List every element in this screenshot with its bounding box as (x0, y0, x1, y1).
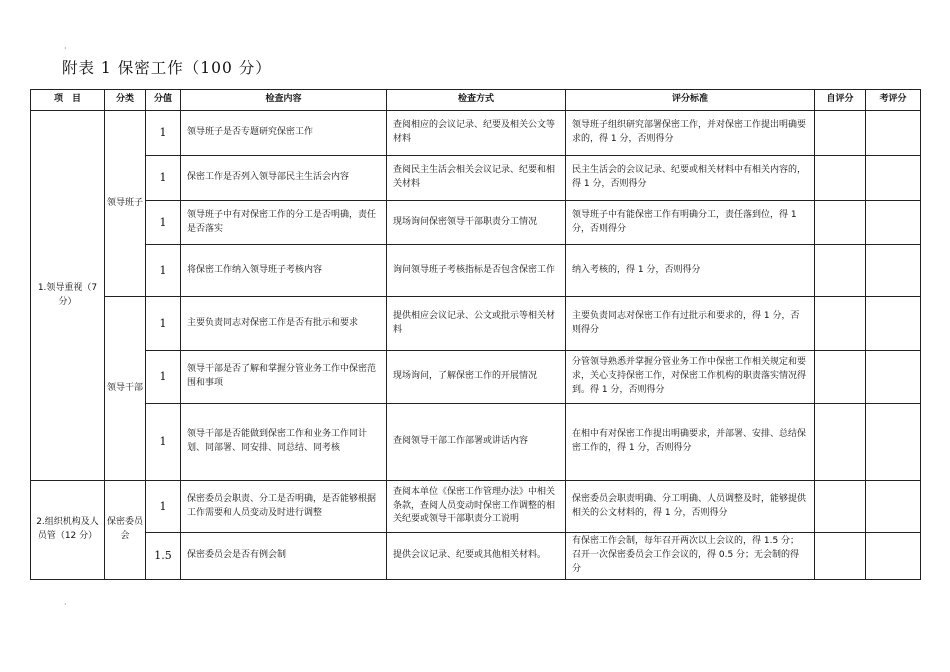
content-cell: 保密委员会是否有例会制 (181, 533, 387, 580)
score-cell: 1 (146, 404, 181, 481)
category-leading-cadres: 领导干部 (105, 297, 146, 481)
content-cell: 主要负责同志对保密工作是否有批示和要求 (181, 297, 387, 351)
table-row (31, 245, 921, 297)
review-score-cell (866, 533, 921, 580)
table-row (31, 533, 921, 580)
standard-cell: 领导班子中有能保密工作有明确分工，责任落到位，得 1 分，否则得分 (566, 201, 815, 245)
self-score-cell (815, 297, 866, 351)
header-item: 项 目 (31, 90, 105, 111)
category-committee: 保密委员会 (105, 481, 146, 580)
header-review-score: 考评分 (866, 90, 921, 111)
item-leadership: 1.领导重视（7 分） (31, 111, 105, 481)
page-mark-top: · (64, 44, 67, 53)
header-content: 检查内容 (181, 90, 387, 111)
header-score: 分值 (146, 90, 181, 111)
review-score-cell (866, 201, 921, 245)
table-row (31, 297, 921, 351)
table-row (31, 111, 921, 156)
table-row (31, 201, 921, 245)
standard-cell: 有保密工作会制，每年召开两次以上会议的，得 1.5 分；召开一次保密委员会工作会议的，得 0.5 分；无会制的得分 (566, 533, 815, 580)
content-cell: 保密委员会职责、分工是否明确，是否能够根据工作需要和人员变动及时进行调整 (181, 481, 387, 533)
review-score-cell (866, 481, 921, 533)
content-cell: 领导班子中有对保密工作的分工是否明确，责任是否落实 (181, 201, 387, 245)
category-leading-group: 领导班子 (105, 111, 146, 297)
self-score-cell (815, 481, 866, 533)
standard-cell: 领导班子组织研究部署保密工作，并对保密工作提出明确要求的，得 1 分，否则得分 (566, 111, 815, 156)
method-cell: 现场询问保密领导干部职责分工情况 (387, 201, 566, 245)
review-score-cell (866, 156, 921, 201)
method-cell: 查阅相应的会议记录、纪要及相关公文等材料 (387, 111, 566, 156)
table-row (31, 351, 921, 404)
header-standard: 评分标准 (566, 90, 815, 111)
content-cell: 领导干部是否了解和掌握分管业务工作中保密范围和事项 (181, 351, 387, 404)
content-cell: 将保密工作纳入领导班子考核内容 (181, 245, 387, 297)
self-score-cell (815, 156, 866, 201)
header-self-score: 自评分 (815, 90, 866, 111)
score-cell: 1 (146, 297, 181, 351)
review-score-cell (866, 351, 921, 404)
method-cell: 现场询问，了解保密工作的开展情况 (387, 351, 566, 404)
score-cell: 1 (146, 245, 181, 297)
table-row (31, 481, 921, 533)
score-cell: 1.5 (146, 533, 181, 580)
page-title: 附表 1 保密工作（100 分） (62, 59, 272, 77)
review-score-cell (866, 404, 921, 481)
method-cell: 查阅民主生活会相关会议记录、纪要和相关材料 (387, 156, 566, 201)
self-score-cell (815, 404, 866, 481)
content-cell: 领导干部是否能做到保密工作和业务工作同计划、同部署、同安排、同总结、同考核 (181, 404, 387, 481)
review-score-cell (866, 297, 921, 351)
item-organization: 2.组织机构及人员管（12 分） (31, 481, 105, 580)
method-cell: 提供相应会议记录、公文或批示等相关材料 (387, 297, 566, 351)
score-cell: 1 (146, 201, 181, 245)
score-cell: 1 (146, 111, 181, 156)
table-row (31, 404, 921, 481)
score-cell: 1 (146, 156, 181, 201)
standard-cell: 民主生活会的会议记录、纪要或相关材料中有相关内容的，得 1 分，否则得分 (566, 156, 815, 201)
page-mark-bottom: · (64, 600, 67, 609)
standard-cell: 在相中有对保密工作提出明确要求，并部署、安排、总结保密工作的，得 1 分，否则得分 (566, 404, 815, 481)
standard-cell: 保密委员会职责明确、分工明确、人员调整及时，能够提供相关的公文材料的，得 1 分，否则得分 (566, 481, 815, 533)
table-row (31, 156, 921, 201)
review-score-cell (866, 245, 921, 297)
standard-cell: 纳入考核的，得 1 分，否则得分 (566, 245, 815, 297)
self-score-cell (815, 111, 866, 156)
review-score-cell (866, 111, 921, 156)
standard-cell: 分管领导熟悉并掌握分管业务工作中保密工作相关规定和要求，关心支持保密工作，对保密工作机构的职责落实情况得到。得 1 分，否则得分 (566, 351, 815, 404)
header-method: 检查方式 (387, 90, 566, 111)
score-cell: 1 (146, 481, 181, 533)
self-score-cell (815, 533, 866, 580)
method-cell: 提供会议记录、纪要或其他相关材料。 (387, 533, 566, 580)
self-score-cell (815, 245, 866, 297)
self-score-cell (815, 351, 866, 404)
self-score-cell (815, 201, 866, 245)
assessment-table (30, 89, 921, 580)
header-row (31, 90, 921, 111)
content-cell: 保密工作是否列入领导部民主生活会内容 (181, 156, 387, 201)
content-cell: 领导班子是否专题研究保密工作 (181, 111, 387, 156)
method-cell: 询问领导班子考核指标是否包含保密工作 (387, 245, 566, 297)
standard-cell: 主要负责同志对保密工作有过批示和要求的，得 1 分，否则得分 (566, 297, 815, 351)
method-cell: 查阅本单位《保密工作管理办法》中相关条款，查阅人员变动时保密工作调整的相关纪要或领导干部职责分工说明 (387, 481, 566, 533)
score-cell: 1 (146, 351, 181, 404)
method-cell: 查阅领导干部工作部署或讲话内容 (387, 404, 566, 481)
header-category: 分类 (105, 90, 146, 111)
